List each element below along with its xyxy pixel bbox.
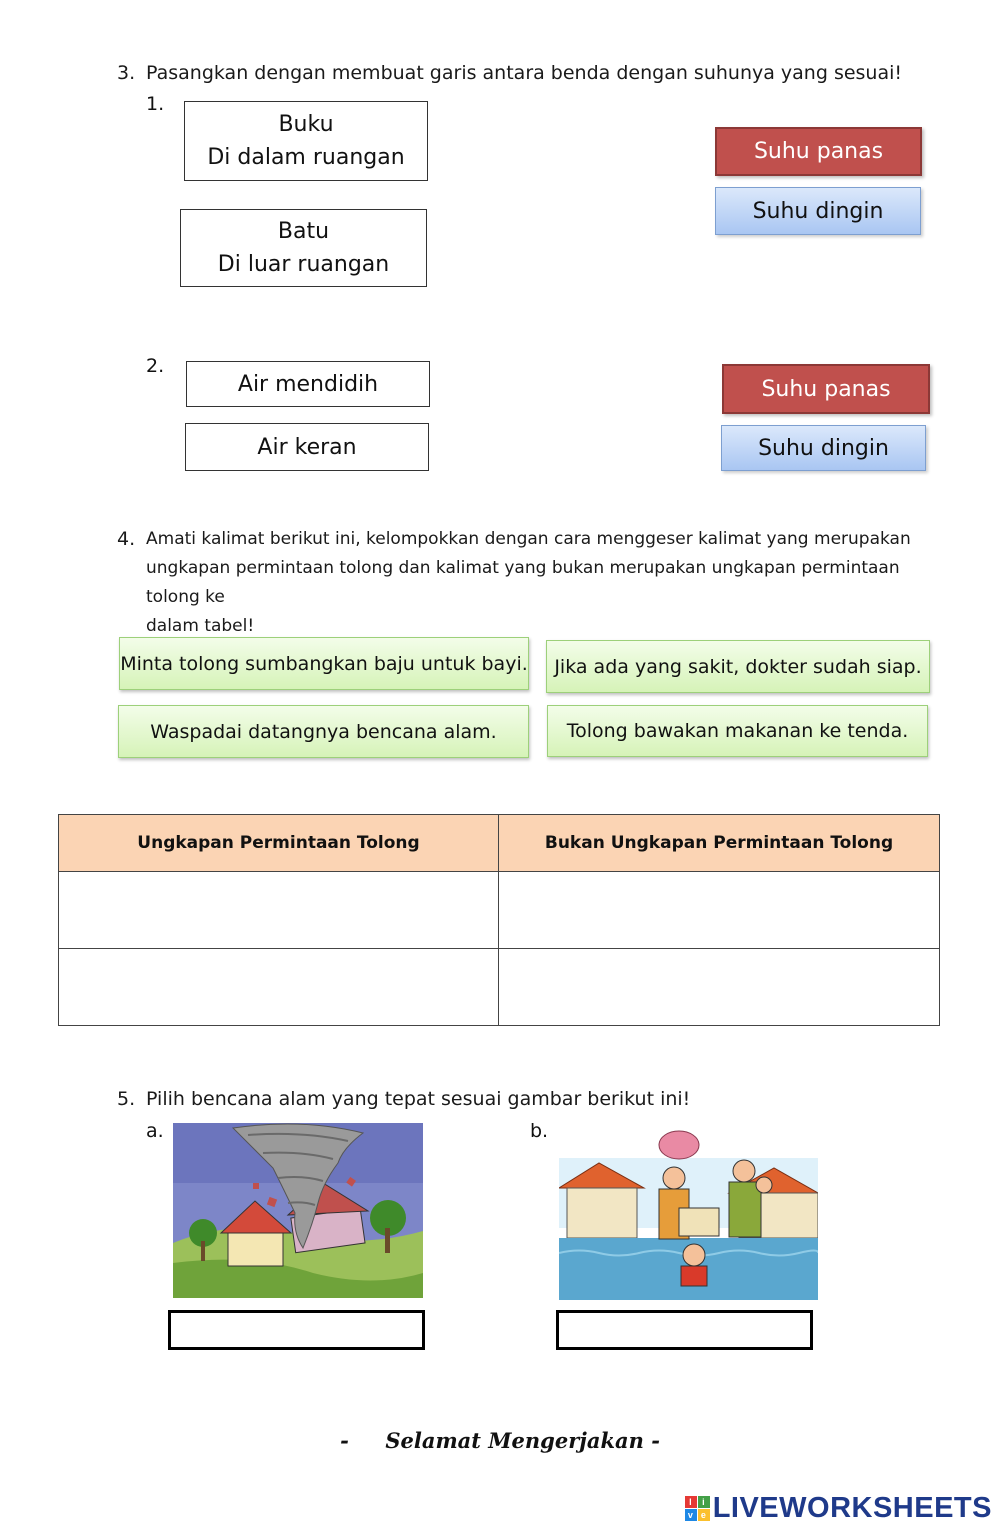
q5-instruction: Pilih bencana alam yang tepat sesuai gambar berikut ini! [146,1088,691,1110]
object-location: Di luar ruangan [217,252,390,277]
liveworksheets-logo-icon: l i v e [685,1496,710,1521]
object-name: Buku [278,112,334,137]
brand-name: LIVEWORKSHEETS [712,1492,992,1524]
q4-instruction-line: ungkapan permintaan tolong dan kalimat yang bukan merupakan ungkapan permintaan tolong ke [146,558,900,607]
drop-zone-cell[interactable] [499,872,940,949]
q4-number: 4. [117,528,136,550]
picture-b-label: b. [530,1120,549,1142]
draggable-sentence-chip[interactable]: Minta tolong sumbangkan baju untuk bayi. [119,637,529,690]
q3-set2-number: 2. [146,355,165,377]
object-name: Batu [277,219,330,244]
object-box-buku[interactable] [184,101,428,181]
footer-message [0,1428,1000,1453]
object-box-air-mendidih[interactable]: Air mendidih [186,361,430,407]
column-header-bukan-permintaan-tolong: Bukan Ungkapan Permintaan Tolong [499,815,940,872]
tornado-picture [173,1123,423,1298]
cold-temperature-button-2[interactable]: Suhu dingin [721,425,926,471]
draggable-sentence-chip[interactable]: Waspadai datangnya bencana alam. [118,705,529,758]
hot-temperature-button-1[interactable]: Suhu panas [715,127,922,176]
picture-a-label: a. [146,1120,164,1142]
flood-picture [559,1123,818,1300]
footer-text: Selamat Mengerjakan [385,1428,644,1453]
footer-dash-left: - [340,1428,349,1453]
draggable-sentence-chip[interactable]: Jika ada yang sakit, dokter sudah siap. [546,640,930,693]
cold-temperature-button-1[interactable]: Suhu dingin [715,187,921,235]
drop-zone-cell[interactable] [499,949,940,1026]
liveworksheets-brand [685,1492,992,1525]
answer-box-b[interactable] [556,1310,813,1350]
q4-instruction [146,525,946,641]
draggable-sentence-chip[interactable]: Tolong bawakan makanan ke tenda. [547,705,928,757]
object-box-batu[interactable] [180,209,427,287]
q4-instruction-line: dalam tabel! [146,616,255,636]
footer-dash-right: - [651,1428,660,1453]
q5-number: 5. [117,1088,136,1110]
drop-zone-cell[interactable] [59,872,499,949]
object-box-air-keran[interactable]: Air keran [185,423,429,471]
answer-box-a[interactable] [168,1310,425,1350]
column-header-permintaan-tolong: Ungkapan Permintaan Tolong [59,815,499,872]
hot-temperature-button-2[interactable]: Suhu panas [722,364,930,414]
sorting-table [58,814,940,1026]
q3-number: 3. [117,62,136,84]
object-location: Di dalam ruangan [207,145,405,170]
q3-set1-number: 1. [146,93,165,115]
q4-instruction-line: Amati kalimat berikut ini, kelompokkan dengan cara menggeser kalimat yang merupakan [146,529,911,549]
q3-instruction: Pasangkan dengan membuat garis antara benda dengan suhunya yang sesuai! [146,62,903,84]
drop-zone-cell[interactable] [59,949,499,1026]
